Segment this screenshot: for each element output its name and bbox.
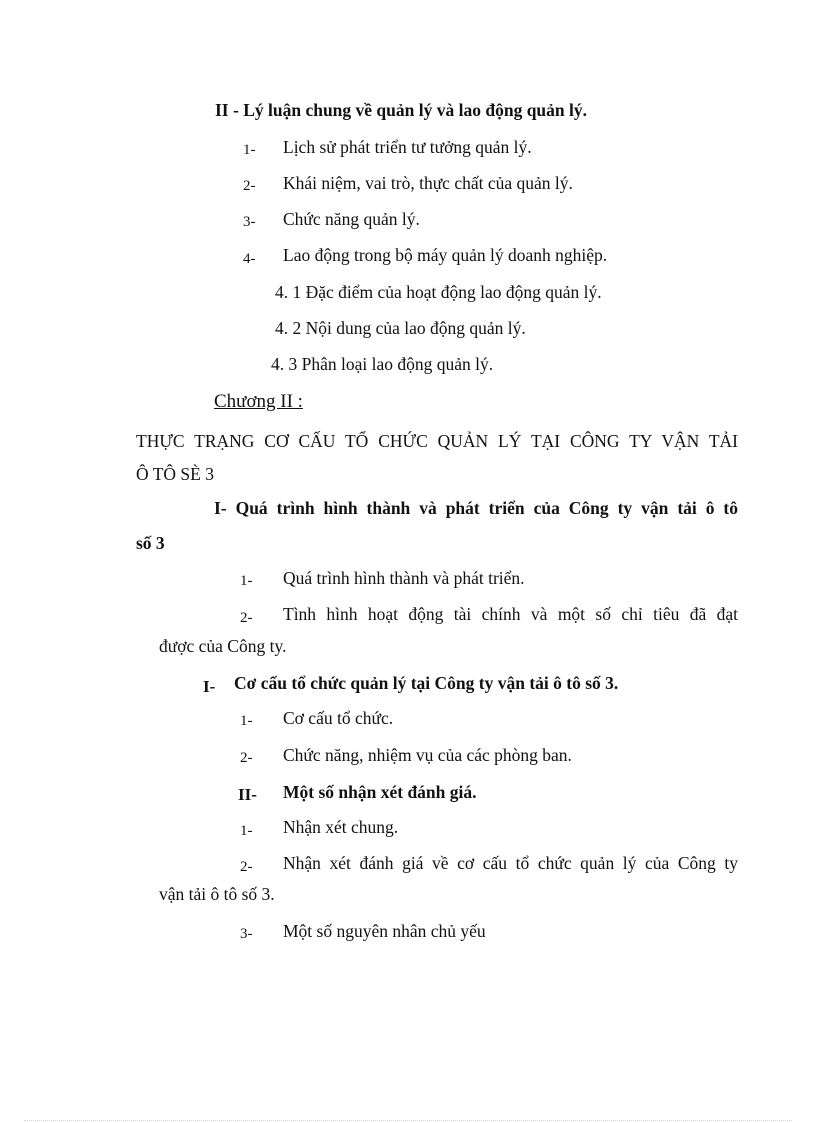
part-heading-continued: số 3: [136, 533, 165, 553]
item-number: 1-: [243, 142, 256, 158]
list-item: Một số nguyên nhân chủ yếu: [283, 921, 486, 941]
list-item: Lao động trong bộ máy quản lý doanh nghiệp.: [283, 245, 608, 265]
list-item: Nhận xét đánh giá về cơ cấu tổ chức quản lý của Công ty: [283, 853, 738, 873]
item-number: 3-: [240, 926, 253, 942]
list-item: Chức năng quản lý.: [283, 209, 420, 229]
chapter-label: Chương II :: [214, 391, 303, 412]
section-heading: II - Lý luận chung về quản lý và lao động quản lý.: [215, 100, 588, 120]
item-number: 2-: [240, 859, 253, 875]
list-item: Nhận xét chung.: [283, 817, 399, 837]
part-heading: Một số nhận xét đánh giá.: [283, 782, 477, 802]
item-number: 2-: [240, 750, 253, 766]
item-number: 2-: [243, 178, 256, 194]
chapter-title-continued: Ô TÔ SÈ 3: [136, 464, 214, 484]
item-number: 4-: [243, 251, 256, 267]
sub-item: 4. 1 Đặc điểm của hoạt động lao động quản lý.: [275, 282, 602, 302]
part-heading: Cơ cấu tổ chức quản lý tại Công ty vận tải ô tô số 3.: [234, 673, 619, 693]
part-number: I-: [203, 677, 216, 696]
item-number: 1-: [240, 573, 253, 589]
page-bottom-rule: [24, 1120, 792, 1121]
list-item: Lịch sử phát triển tư tưởng quản lý.: [283, 137, 532, 157]
list-item: Quá trình hình thành và phát triển.: [283, 568, 525, 588]
list-item: Chức năng, nhiệm vụ của các phòng ban.: [283, 745, 572, 765]
list-item-continued: vận tải ô tô số 3.: [159, 884, 275, 904]
chapter-title: THỰC TRẠNG CƠ CẤU TỔ CHỨC QUẢN LÝ TẠI CÔNG TY VẬN TẢI: [136, 431, 738, 451]
part-number: II-: [238, 785, 257, 804]
item-number: 1-: [240, 713, 253, 729]
sub-item: 4. 2 Nội dung của lao động quản lý.: [275, 318, 526, 338]
list-item: Khái niệm, vai trò, thực chất của quản lý.: [283, 173, 573, 193]
list-item: Cơ cấu tổ chức.: [283, 708, 394, 728]
part-heading: I- Quá trình hình thành và phát triển của Công ty vận tải ô tô: [214, 498, 738, 518]
list-item-continued: được của Công ty.: [159, 636, 287, 656]
item-number: 3-: [243, 214, 256, 230]
sub-item: 4. 3 Phân loại lao động quản lý.: [271, 354, 494, 374]
item-number: 2-: [240, 610, 253, 626]
list-item: Tình hình hoạt động tài chính và một số chỉ tiêu đã đạt: [283, 604, 738, 624]
item-number: 1-: [240, 823, 253, 839]
